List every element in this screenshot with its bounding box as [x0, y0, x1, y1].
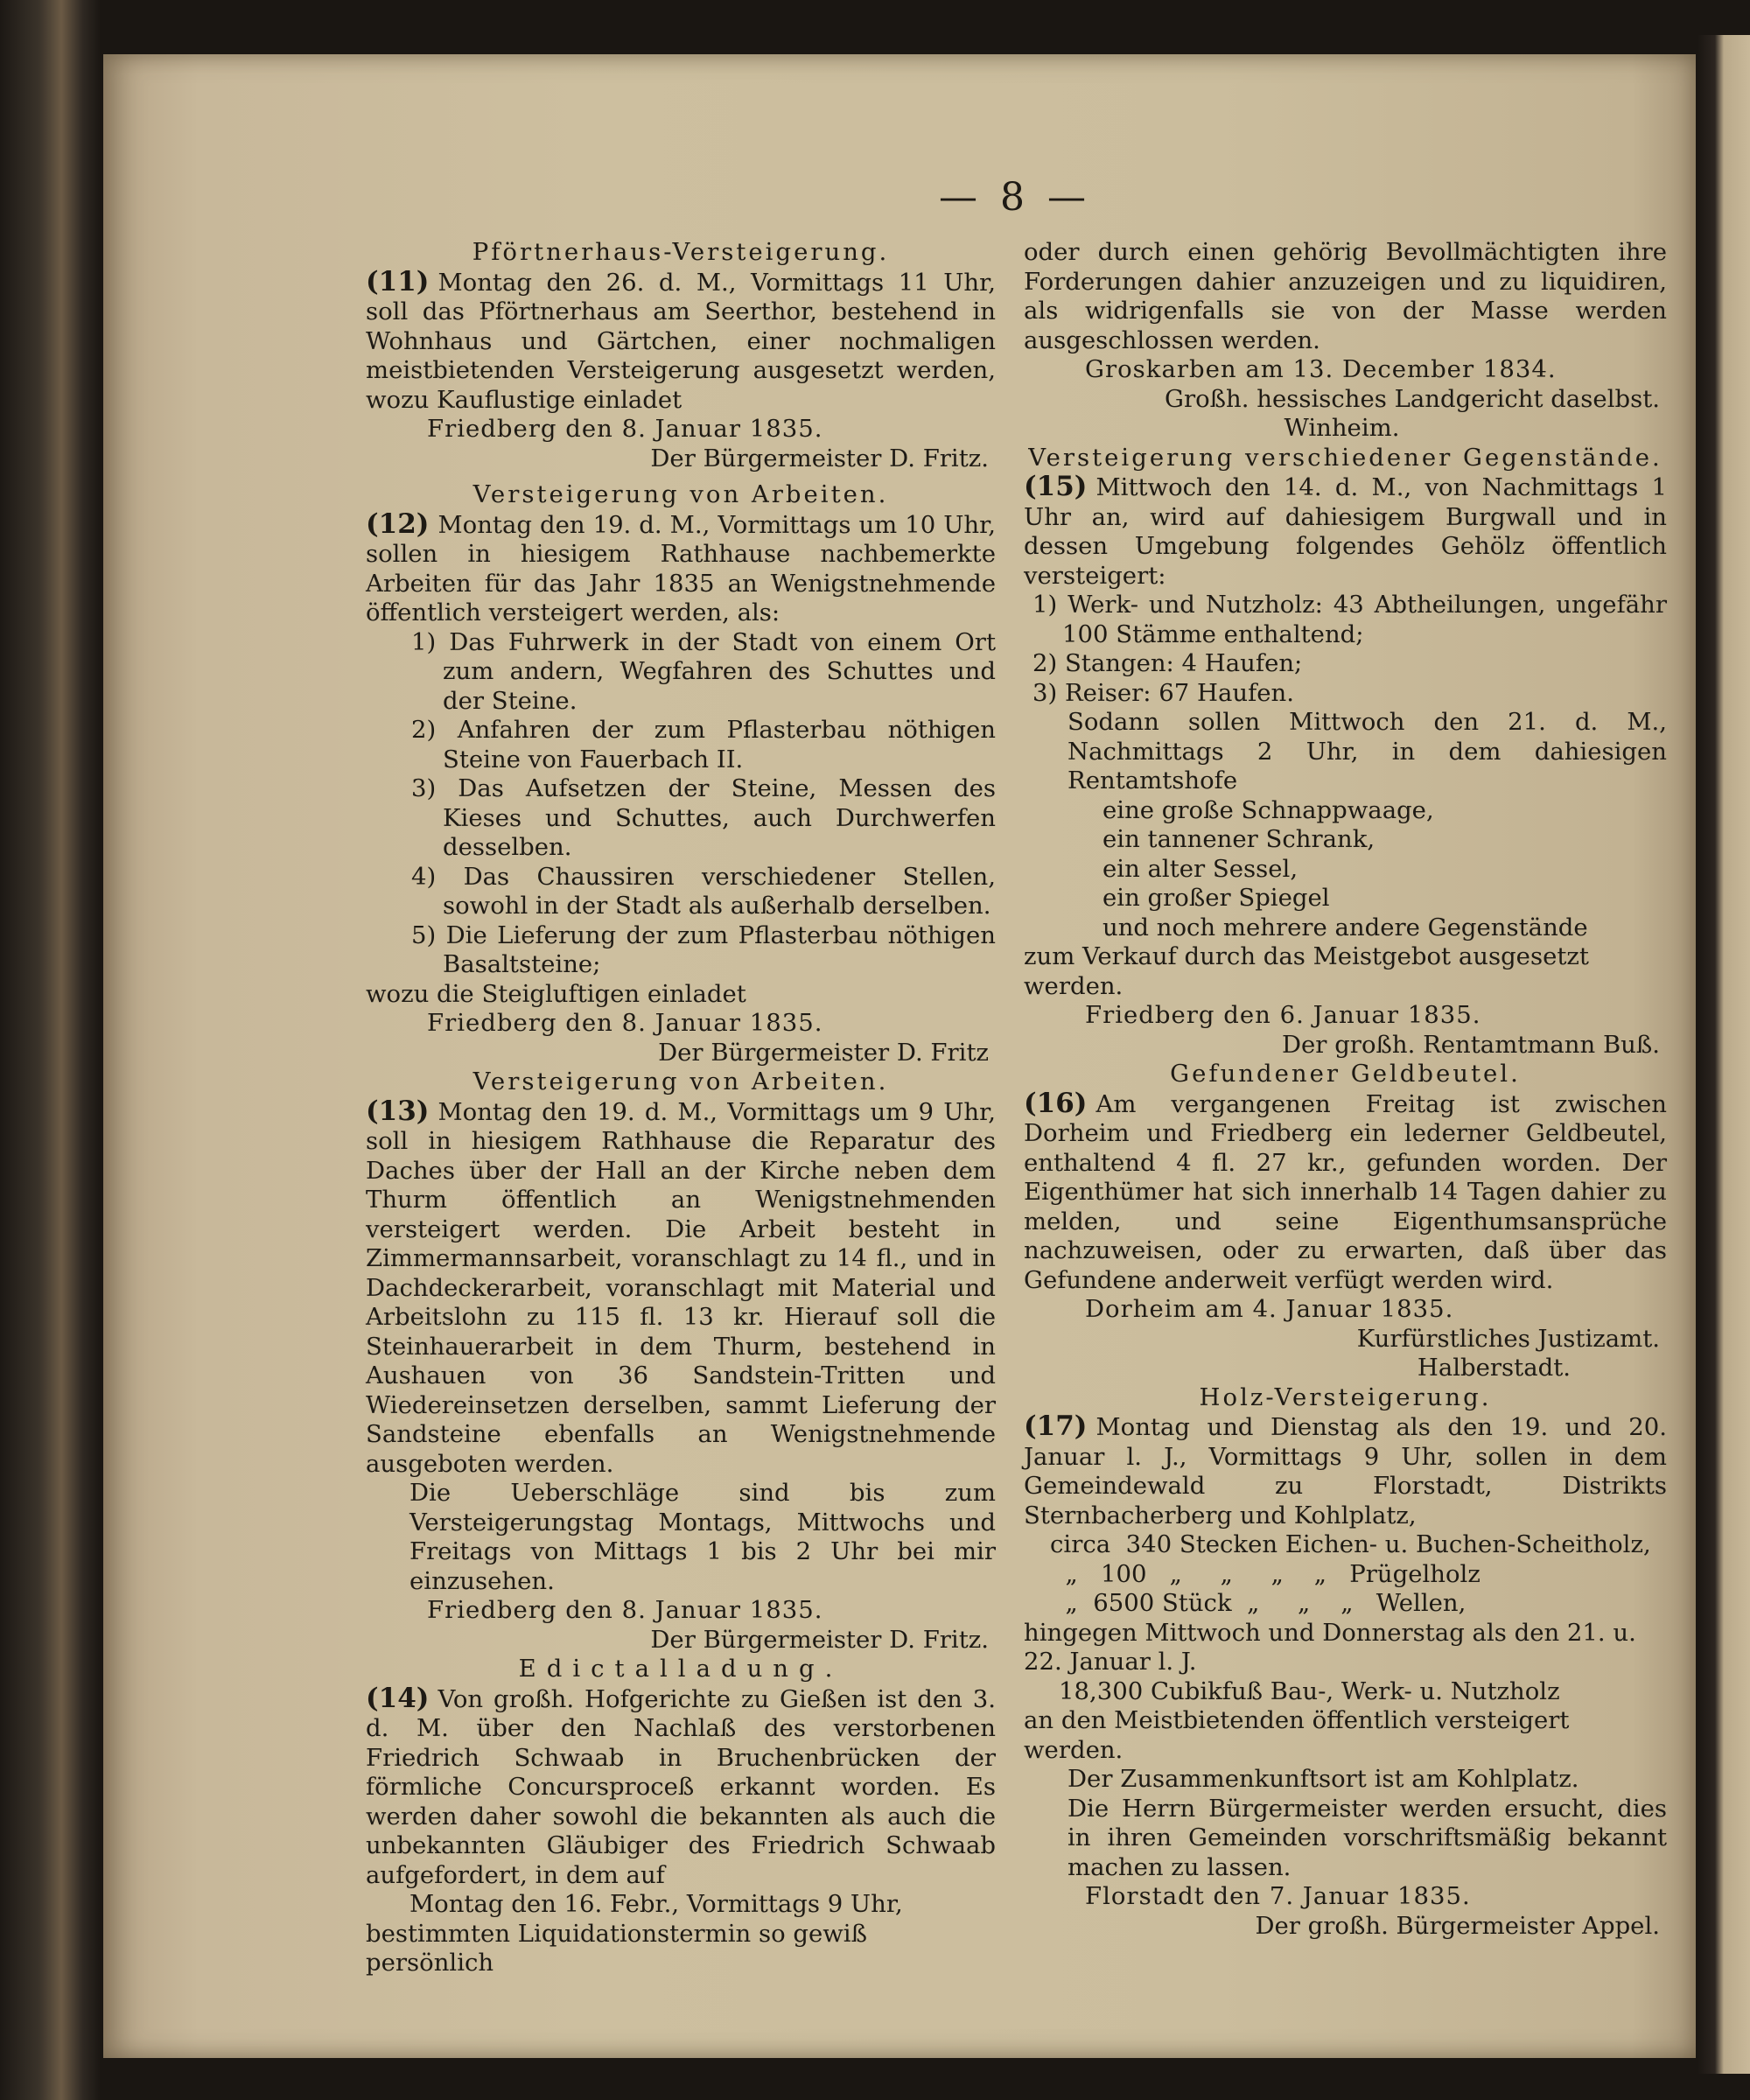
notice-body: Von großh. Hofgerichte zu Gießen ist den 3. d. M. über den Nachlaß des verstorbenen Friedrich Schwaab in Bruchenbrücken der förmliche Concursproceß erkannt worden. Es werden daher sowohl die bekannten als auch die unbekannten Gläubiger des Friedrich Schwaab aufgefordert, in dem auf	[366, 1684, 996, 1889]
notice-body: oder durch einen gehörig Bevollmächtigten ihre Forderungen dahier anzuzeigen und zu liquidiren, als widrigenfalls sie von der Masse werden ausgeschlossen werden.	[1024, 238, 1667, 354]
notice-body: Montag und Dienstag als den 19. und 20. Januar l. J., Vormittags 9 Uhr, sollen in dem Gemeindewald zu Florstadt, Distrikts Sternbacherberg und Kohlplatz,	[1024, 1413, 1667, 1530]
notice-heading: Edictalladung.	[518, 1655, 844, 1683]
list-item: 2) Stangen: 4 Haufen;	[1032, 649, 1303, 677]
notice-body: Montag den 19. d. M., Vormittags um 10 Uhr, sollen in hiesigem Rathhause nachbemerkte Arbeiten für das Jahr 1835 an Wenigstnehmende öffentlich versteigert werden, als:	[366, 510, 996, 626]
notice-number: (12)	[366, 508, 430, 540]
list-item: ein tannener Schrank,	[1102, 825, 1376, 853]
notice-body-3: an den Meistbietenden öffentlich versteigert werden.	[1024, 1706, 1570, 1764]
notice-heading: Versteigerung verschiedener Gegenstände.	[1028, 443, 1662, 472]
notice-heading: Pförtnerhaus-Versteigerung.	[472, 238, 890, 266]
notice-14	[366, 1655, 996, 1978]
notice-number: (15)	[1024, 471, 1088, 502]
wood-row: „ 6500 Stück „ „ „ Wellen,	[1050, 1589, 1466, 1617]
notice-body: Mittwoch den 14. d. M., von Nachmittags 1 Uhr an, wird auf dahiesigem Burgwall und in dessen Umgebung folgendes Gehölz öffentlich versteigert:	[1024, 473, 1667, 590]
notice-date: Groskarben am 13. December 1834.	[1085, 355, 1557, 383]
list-item: 1) Das Fuhrwerk in der Stadt von einem Ort zum andern, Wegfahren des Schuttes und der Steine.	[411, 627, 996, 715]
notice-13	[366, 1068, 996, 1655]
next-page-edge	[1698, 35, 1750, 2074]
list-item: und noch mehrere andere Gegenstände	[1102, 913, 1588, 942]
notice-body: Montag den 19. d. M., Vormittags um 9 Uhr, soll in hiesigem Rathhause die Reparatur des Daches über der Hall an der Kirche neben dem Thurm öffentlich an Wenigstnehmenden versteigert werden. Die Arbeit besteht in Zimmermannsarbeit, voranschlagt zu 14 fl., und in Dachdeckerarbeit, voranschlagt mit Material und Arbeitslohn zu 115 fl. 13 kr. Hierauf soll die Steinhauerarbeit in dem Thurm, bestehend in Aushauen von 36 Sandstein-Tritten und Wiedereinsetzen derselben, sammt Lieferung der Sandsteine ebenfalls an Wenigstnehmende ausgeboten werden.	[366, 1097, 996, 1478]
list-item: eine große Schnappwaage,	[1102, 795, 1434, 824]
notice-signature: Der großh. Bürgermeister Appel.	[1255, 1911, 1660, 1940]
notice-place: Winheim.	[1284, 414, 1400, 442]
notice-closing: zum Verkauf durch das Meistgebot ausgesetzt werden.	[1024, 942, 1589, 1000]
notice-body-2: bestimmten Liquidationstermin so gewiß persönlich	[366, 1919, 867, 1977]
notice-body-2: Sodann sollen Mittwoch den 21. d. M., Nachmittags 2 Uhr, in dem dahiesigen Rentamtshofe	[1068, 708, 1667, 794]
list-item: ein alter Sessel,	[1102, 854, 1298, 883]
notice-signature: Kurfürstliches Justizamt.	[1356, 1324, 1660, 1353]
notice-heading: Gefundener Geldbeutel.	[1170, 1060, 1521, 1088]
notice-11	[366, 238, 996, 473]
notice-number: (16)	[1024, 1087, 1088, 1119]
list-item: 3) Das Aufsetzen der Steine, Messen des Kieses und Schuttes, auch Durchwerfen desselben.	[411, 774, 996, 861]
notice-16	[1024, 1060, 1667, 1383]
notice-number: (13)	[366, 1095, 430, 1127]
notice-date: Friedberg den 8. Januar 1835.	[427, 1596, 823, 1624]
notice-signature: Der Bürgermeister D. Fritz.	[650, 1625, 989, 1654]
notice-heading: Versteigerung von Arbeiten.	[472, 480, 889, 508]
notice-number: (11)	[366, 265, 430, 298]
left-column	[366, 238, 996, 1978]
notice-17	[1024, 1383, 1667, 1942]
list-item: 2) Anfahren der zum Pflasterbau nöthigen Steine von Fauerbach II.	[411, 716, 996, 774]
wood-row: 18,300 Cubikfuß Bau-, Werk- u. Nutzholz	[1059, 1676, 1560, 1705]
notice-body-4: Der Zusammenkunftsort ist am Kohlplatz.	[1068, 1765, 1579, 1793]
wood-row: circa 340 Stecken Eichen- u. Buchen-Scheitholz,	[1050, 1530, 1651, 1558]
list-item: 3) Reiser: 67 Haufen.	[1032, 678, 1295, 707]
notice-body-2: Die Ueberschläge sind bis zum Versteigerungstag Montags, Mittwochs und Freitags von Mittags 1 bis 2 Uhr bei mir einzusehen.	[410, 1479, 996, 1595]
notice-body-2: hingegen Mittwoch und Donnerstag als den 21. u. 22. Januar l. J.	[1024, 1618, 1636, 1676]
notice-signature: Der großh. Rentamtmann Buß.	[1281, 1030, 1660, 1059]
notice-14-continued	[1024, 238, 1667, 444]
list-item: ein großer Spiegel	[1102, 884, 1330, 912]
notice-signature: Großh. hessisches Landgericht daselbst.	[1165, 384, 1660, 413]
list-item: 4) Das Chaussiren verschiedener Stellen, sowohl in der Stadt als außerhalb derselben.	[411, 862, 996, 920]
notice-date: Florstadt den 7. Januar 1835.	[1085, 1882, 1471, 1910]
notice-heading: Holz-Versteigerung.	[1199, 1382, 1492, 1411]
wood-row: „ 100 „ „ „ „ Prügelholz	[1050, 1559, 1480, 1588]
notice-body: Am vergangenen Freitag ist zwischen Dorheim und Friedberg ein lederner Geldbeutel, enthaltend 4 fl. 27 kr., gefunden worden. Der Eigenthümer hat sich innerhalb 14 Tagen dahier zu melden, und seine Eigenthumsansprüche nachzuweisen, oder zu erwarten, daß über das Gefundene anderweit verfügt werden wird.	[1024, 1089, 1667, 1294]
notice-date: Dorheim am 4. Januar 1835.	[1085, 1295, 1454, 1323]
notice-body-5: Die Herrn Bürgermeister werden ersucht, dies in ihren Gemeinden vorschriftsmäßig bekannt machen zu lassen.	[1068, 1794, 1667, 1881]
notice-body: Montag den 26. d. M., Vormittags 11 Uhr, soll das Pförtnerhaus am Seerthor, bestehend in Wohnhaus und Gärtchen, einer nochmaligen meistbietenden Versteigerung ausgesetzt werden, wozu Kauflustige einladet	[366, 268, 996, 414]
page-number: — 8 —	[939, 175, 1091, 220]
notice-12	[366, 480, 996, 1068]
notice-heading: Versteigerung von Arbeiten.	[472, 1068, 889, 1096]
notice-date: Friedberg den 8. Januar 1835.	[427, 415, 823, 443]
notice-closing: wozu die Steigluftigen einladet	[366, 979, 746, 1008]
notice-term-line: Montag den 16. Febr., Vormittags 9 Uhr,	[410, 1890, 903, 1918]
notice-number: (17)	[1024, 1410, 1088, 1442]
list-item: 5) Die Lieferung der zum Pflasterbau nöthigen Basaltsteine;	[411, 920, 996, 978]
notice-15	[1024, 444, 1667, 1060]
list-item: 1) Werk- und Nutzholz: 43 Abtheilungen, ungefähr 100 Stämme enthaltend;	[1032, 591, 1667, 648]
notice-date: Friedberg den 8. Januar 1835.	[427, 1009, 823, 1037]
notice-signature: Der Bürgermeister D. Fritz	[658, 1038, 989, 1067]
notice-signature: Der Bürgermeister D. Fritz.	[650, 444, 989, 472]
notice-place: Halberstadt.	[1417, 1354, 1571, 1382]
notice-number: (14)	[366, 1682, 430, 1714]
right-column	[1024, 238, 1667, 1941]
notice-date: Friedberg den 6. Januar 1835.	[1085, 1001, 1481, 1029]
